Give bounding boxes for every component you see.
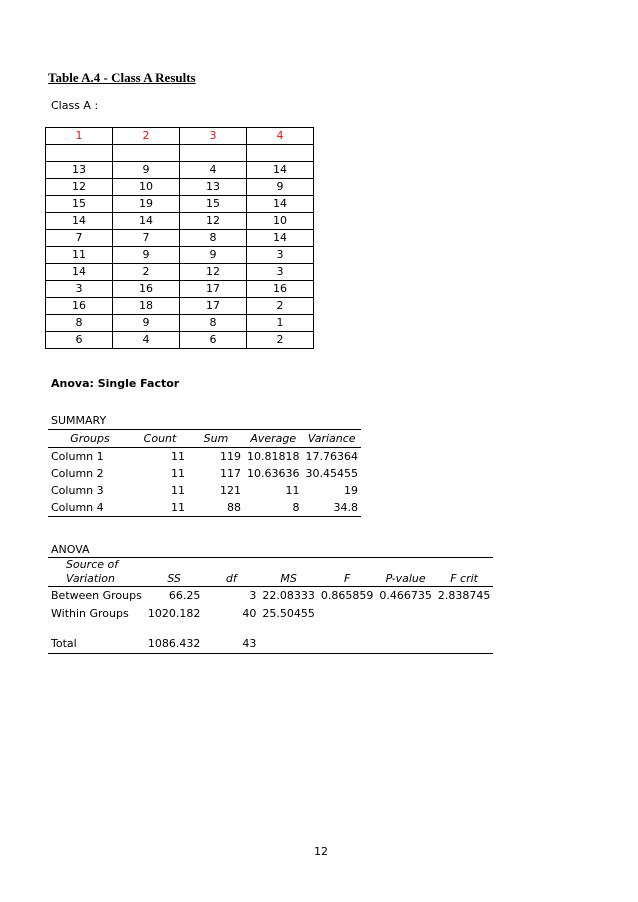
grid-cell	[247, 145, 314, 162]
grid-cell: 9	[113, 247, 180, 264]
grid-cell	[46, 145, 113, 162]
page-number: 12	[314, 845, 328, 858]
grid-cell: 14	[247, 230, 314, 247]
anova-cell: 3	[249, 589, 257, 602]
summary-cell: 11	[171, 467, 185, 480]
anova-cell: 0.466735	[379, 589, 432, 602]
grid-cell: 15	[180, 196, 247, 213]
table-row	[48, 587, 493, 606]
anova-cell: Within Groups	[51, 607, 129, 620]
anova-header-cell: SS	[145, 558, 204, 587]
summary-cell: 10.63636	[247, 467, 300, 480]
grid-cell: 6	[180, 332, 247, 349]
anova-header-cell: P-value	[376, 558, 435, 587]
table-row	[48, 499, 361, 517]
summary-cell: 8	[244, 499, 303, 517]
anova-cell: 66.25	[168, 589, 201, 602]
summary-header-cell: Count	[132, 430, 188, 448]
grid-cell: 13	[46, 162, 113, 179]
table-row	[46, 162, 314, 179]
grid-header-row	[46, 128, 314, 145]
anova-cell	[435, 635, 494, 654]
table-row	[48, 482, 361, 499]
table-row	[48, 448, 361, 466]
grid-header-cell: 3	[180, 128, 247, 145]
anova-cell: Total	[48, 635, 145, 654]
grid-cell: 14	[46, 264, 113, 281]
class-a-data-table	[45, 127, 314, 349]
table-row	[46, 264, 314, 281]
grid-cell: 14	[247, 162, 314, 179]
class-label: Class A :	[51, 99, 99, 112]
page-title: Table A.4 - Class A Results	[48, 70, 196, 85]
anova-section-title: Anova: Single Factor	[51, 377, 180, 390]
grid-cell: 13	[180, 179, 247, 196]
summary-cell: 119	[220, 450, 241, 463]
grid-cell	[180, 145, 247, 162]
grid-cell: 16	[247, 281, 314, 298]
summary-cell: 11	[171, 484, 185, 497]
anova-header-cell: MS	[259, 558, 318, 587]
anova-label-row	[48, 541, 493, 558]
anova-cell: 25.50455	[262, 607, 315, 620]
table-row	[46, 298, 314, 315]
summary-cell: 121	[220, 484, 241, 497]
grid-cell: 12	[180, 264, 247, 281]
table-row	[46, 179, 314, 196]
table-row	[46, 213, 314, 230]
anova-cell	[318, 605, 377, 623]
anova-cell: 2.838745	[437, 589, 491, 602]
grid-cell: 11	[46, 247, 113, 264]
anova-cell: 43	[203, 635, 259, 654]
anova-cell	[318, 635, 377, 654]
summary-cell: 17.76364	[305, 450, 358, 463]
table-row	[46, 281, 314, 298]
table-row	[46, 230, 314, 247]
grid-cell: 17	[180, 281, 247, 298]
grid-cell: 9	[113, 162, 180, 179]
summary-header-cell: Groups	[48, 430, 132, 448]
anova-header-cell: F crit	[435, 558, 494, 587]
summary-cell: 11	[171, 450, 185, 463]
summary-cell: Column 3	[51, 484, 104, 497]
summary-cell: 88	[188, 499, 244, 517]
summary-cell: Column 2	[51, 467, 104, 480]
grid-cell: 9	[180, 247, 247, 264]
table-row	[46, 247, 314, 264]
grid-cell: 2	[247, 332, 314, 349]
grid-cell: 6	[46, 332, 113, 349]
anova-header-row	[48, 558, 493, 587]
grid-cell: 7	[113, 230, 180, 247]
grid-cell	[113, 145, 180, 162]
table-row	[48, 465, 361, 482]
anova-cell: 40	[242, 607, 257, 620]
grid-cell: 8	[180, 315, 247, 332]
summary-label-row	[48, 412, 361, 430]
grid-cell: 4	[113, 332, 180, 349]
anova-label: ANOVA	[48, 541, 145, 558]
anova-cell	[435, 605, 494, 623]
summary-cell: 34.8	[303, 499, 362, 517]
anova-cell	[376, 605, 435, 623]
grid-cell: 2	[113, 264, 180, 281]
anova-header-cell: df	[203, 558, 259, 587]
table-row	[46, 332, 314, 349]
grid-cell: 14	[113, 213, 180, 230]
anova-cell: 0.865859	[320, 589, 374, 602]
summary-cell: 117	[220, 467, 241, 480]
anova-cell: 1020.182	[147, 607, 201, 620]
anova-cell: 22.08333	[262, 589, 315, 602]
table-row	[46, 315, 314, 332]
anova-header-cell	[48, 558, 145, 587]
source-line-1: Source of	[66, 558, 119, 571]
grid-cell: 10	[113, 179, 180, 196]
anova-cell: 1086.432	[145, 635, 204, 654]
grid-cell: 3	[247, 247, 314, 264]
summary-header-row	[48, 430, 361, 448]
summary-header-cell: Average	[244, 430, 303, 448]
summary-cell: 30.45455	[305, 467, 358, 480]
summary-label: SUMMARY	[48, 412, 132, 430]
grid-cell: 12	[180, 213, 247, 230]
summary-table	[48, 412, 361, 517]
anova-table	[48, 541, 493, 654]
summary-header-cell: Sum	[188, 430, 244, 448]
table-row	[48, 605, 493, 623]
anova-spacer-row	[48, 623, 493, 635]
grid-cell: 3	[247, 264, 314, 281]
grid-cell: 12	[46, 179, 113, 196]
grid-cell: 8	[180, 230, 247, 247]
summary-cell: 11	[132, 499, 188, 517]
summary-cell: Column 1	[51, 450, 104, 463]
grid-cell: 15	[46, 196, 113, 213]
summary-cell: 11	[285, 484, 300, 497]
grid-empty-row	[46, 145, 314, 162]
grid-cell: 1	[247, 315, 314, 332]
anova-total-row	[48, 635, 493, 654]
summary-cell: Column 4	[48, 499, 132, 517]
grid-header-cell: 4	[247, 128, 314, 145]
table-row	[46, 196, 314, 213]
grid-cell: 3	[46, 281, 113, 298]
grid-header-cell: 1	[46, 128, 113, 145]
grid-cell: 16	[46, 298, 113, 315]
grid-cell: 17	[180, 298, 247, 315]
grid-cell: 4	[180, 162, 247, 179]
summary-cell: 19	[344, 484, 358, 497]
grid-cell: 8	[46, 315, 113, 332]
grid-cell: 14	[247, 196, 314, 213]
grid-header-cell: 2	[113, 128, 180, 145]
grid-cell: 19	[113, 196, 180, 213]
grid-cell: 18	[113, 298, 180, 315]
grid-cell: 2	[247, 298, 314, 315]
grid-cell: 7	[46, 230, 113, 247]
anova-cell	[259, 635, 318, 654]
summary-header-cell: Variance	[303, 430, 362, 448]
grid-cell: 14	[46, 213, 113, 230]
anova-cell	[376, 635, 435, 654]
summary-cell: 10.81818	[247, 450, 300, 463]
grid-cell: 9	[113, 315, 180, 332]
source-line-2: Variation	[66, 572, 115, 585]
grid-cell: 10	[247, 213, 314, 230]
grid-cell: 16	[113, 281, 180, 298]
grid-cell: 9	[247, 179, 314, 196]
anova-header-cell: F	[318, 558, 377, 587]
anova-cell: Between Groups	[51, 589, 142, 602]
